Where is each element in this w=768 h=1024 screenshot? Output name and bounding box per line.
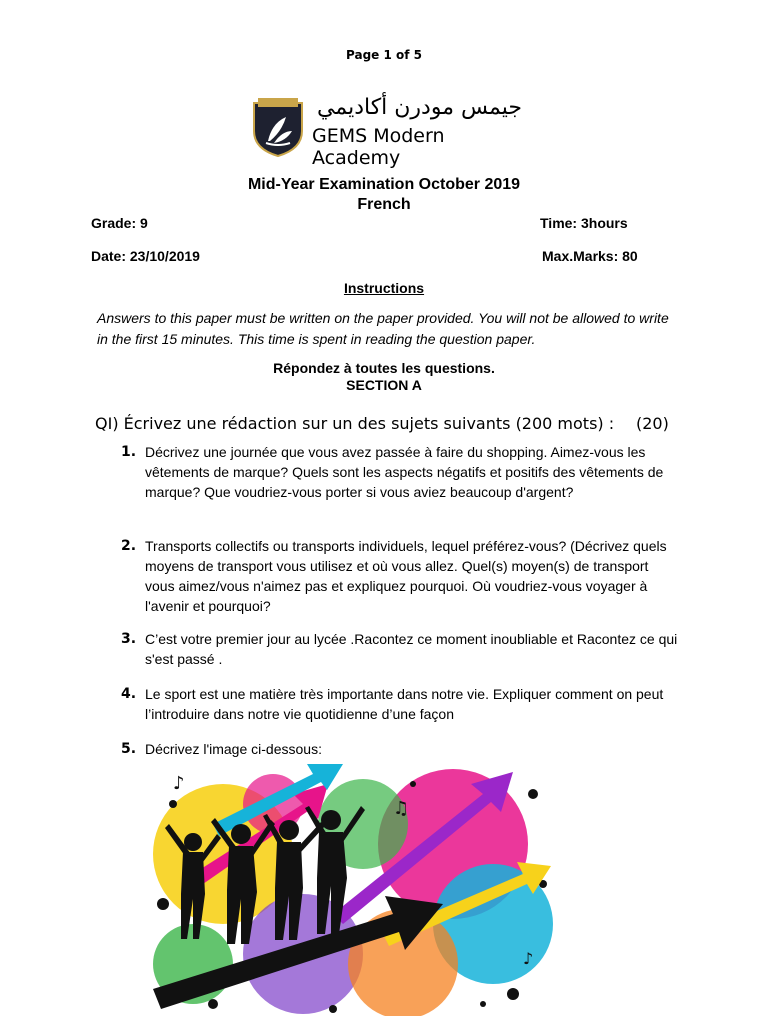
exam-title-block <box>0 175 768 215</box>
list-item <box>121 684 681 724</box>
list-item <box>121 536 681 616</box>
max-marks-label: Max.Marks: 80 <box>542 248 638 264</box>
instructions-heading: Instructions <box>343 280 425 296</box>
date-label: Date: 23/10/2019 <box>91 248 200 264</box>
exam-title: Mid-Year Examination October 2019 <box>247 176 521 193</box>
item-text: Le sport est une matière très importante dans notre vie. Expliquer comment on peut l’introduire dans notre vie quotidienne d’une façon <box>145 686 664 722</box>
school-name: GEMS Modern Academy <box>312 125 445 169</box>
list-item <box>121 739 681 759</box>
question-prompt: QI) Écrivez une rédaction sur un des sujets suivants (200 mots) : <box>95 414 615 433</box>
item-text: C’est votre premier jour au lycée .Racontez ce moment inoubliable et Racontez ce qui s'est passé . <box>145 631 678 667</box>
school-name-arabic: جيمس مودرن أكاديمي <box>317 95 522 120</box>
item-text: Transports collectifs ou transports individuels, lequel préférez-vous? (Décrivez quels moyens de transport vous utilisez et où vous allez. Quel(s) moyen(s) de transport vous aimez/vous n'aimez pas et expliquez pourquoi. Où voudriez-vous voyager à l'avenir et pourquoi? <box>145 538 667 614</box>
item-number: 1. <box>121 444 137 460</box>
svg-text:♪: ♪ <box>173 773 185 794</box>
crest-icon <box>252 97 304 157</box>
item-text: Décrivez l'image ci-dessous: <box>145 741 322 757</box>
instructions-text: Answers to this paper must be written on the paper provided. You will not be allowed to write in the first 15 minutes. This time is spent in reading the question paper. <box>97 310 669 347</box>
list-item <box>121 442 681 502</box>
item-number: 4. <box>121 686 137 702</box>
exam-subject: French <box>357 196 411 213</box>
item-text: Décrivez une journée que vous avez passée à faire du shopping. Aimez-vous les vêtements de marque? Quels sont les aspects négatifs et positifs des vêtements de marque? Que voudriez-vous porter si vous aviez beaucoup d'argent? <box>145 444 664 500</box>
answer-all-directive: Répondez à toutes les questions. <box>273 360 495 376</box>
svg-text:♫: ♫ <box>393 798 410 819</box>
item-number: 2. <box>121 538 137 554</box>
svg-text:♪: ♪ <box>523 949 534 968</box>
school-logo <box>252 95 522 169</box>
dance-illustration <box>153 764 553 1016</box>
item-number: 5. <box>121 741 137 757</box>
list-item <box>121 629 681 669</box>
question-marks: (20) <box>636 414 669 433</box>
grade-label: Grade: 9 <box>91 215 148 231</box>
section-label: SECTION A <box>346 377 422 393</box>
page-indicator: Page 1 of 5 <box>346 48 422 62</box>
item-number: 3. <box>121 631 137 647</box>
time-label: Time: 3hours <box>540 215 628 231</box>
